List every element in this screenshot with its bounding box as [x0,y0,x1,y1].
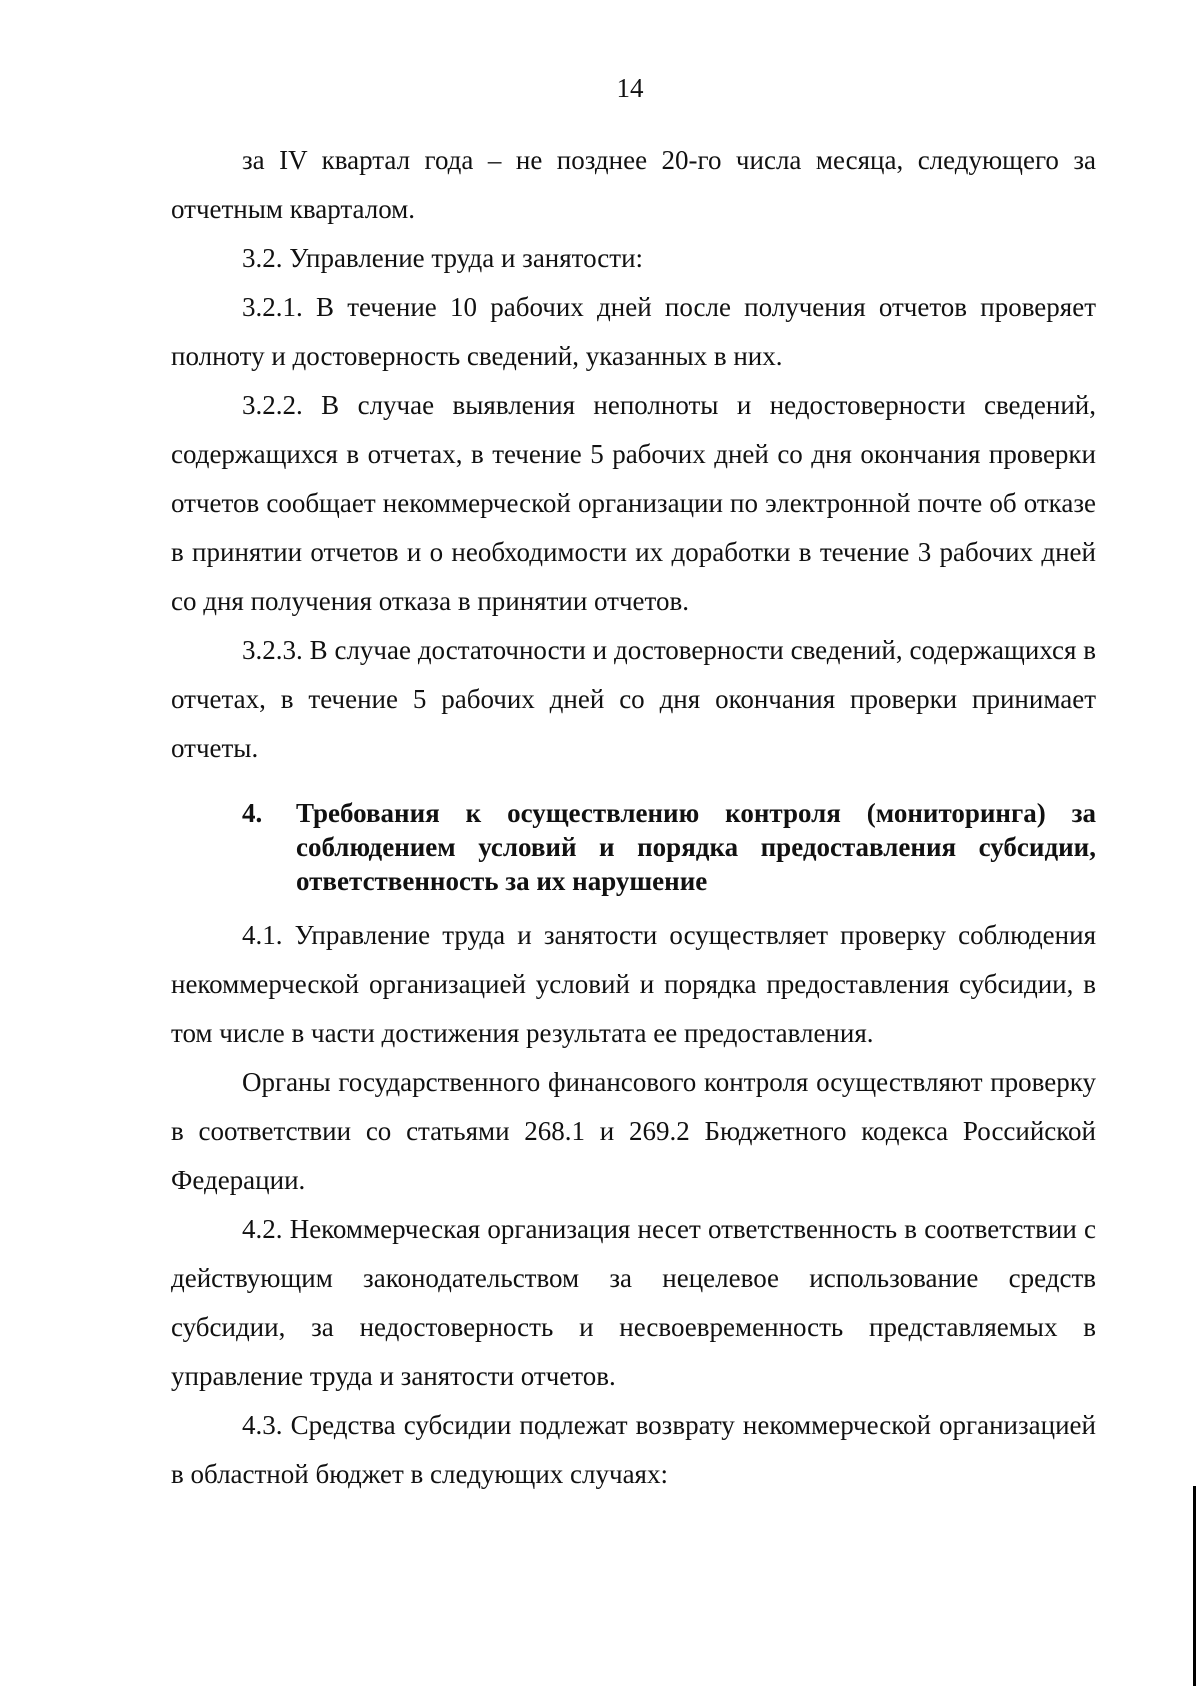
paragraph-3-2-1: 3.2.1. В течение 10 рабочих дней после получения отчетов проверяет полноту и достоверность сведений, указанных в них. [171,292,1096,371]
paragraph-3-2-2: 3.2.2. В случае выявления неполноты и недостоверности сведений, содержащихся в отчетах, в течение 5 рабочих дней со дня окончания проверки отчетов сообщает некоммерческой организации по электронной почте об отказе в принятии отчетов и о необходимости их доработки в течение 3 рабочих дней со дня получения отказа в принятии отчетов. [171,390,1096,616]
paragraph-4-2: 4.2. Некоммерческая организация несет ответственность в соответствии с действующим законодательством за нецелевое использование средств субсидии, за недостоверность и несвоевременность представляемых в управление труда и занятости отчетов. [171,1214,1096,1391]
section-4-heading [242,796,1096,898]
section-4-number: 4. [242,798,263,828]
paragraph-quarter-deadline: за IV квартал года – не позднее 20-го числа месяца, следующего за отчетным кварталом. [171,145,1096,224]
section-3-text [171,136,1096,773]
paragraph-3-2: 3.2. Управление труда и занятости: [242,243,644,273]
paragraph-financial-control: Органы государственного финансового контроля осуществляют проверку в соответствии со статьями 268.1 и 269.2 Бюджетного кодекса Российской Федерации. [171,1067,1096,1195]
paragraph-4-3: 4.3. Средства субсидии подлежат возврату некоммерческой организацией в областной бюджет в следующих случаях: [171,1410,1096,1489]
paragraph-4-1: 4.1. Управление труда и занятости осуществляет проверку соблюдения некоммерческой организацией условий и порядка предоставления субсидии, в том числе в части достижения результата ее предоставления. [171,920,1096,1048]
page-number: 14 [616,73,644,103]
scan-edge-mark [1193,1486,1196,1686]
section-4-text [171,911,1096,1499]
section-4-title: Требования к осуществлению контроля (мониторинга) за соблюдением условий и порядка предоставления субсидии, ответственность за их нарушение [296,798,1096,896]
paragraph-3-2-3: 3.2.3. В случае достаточности и достоверности сведений, содержащихся в отчетах, в течение 5 рабочих дней со дня окончания проверки принимает отчеты. [171,635,1096,763]
